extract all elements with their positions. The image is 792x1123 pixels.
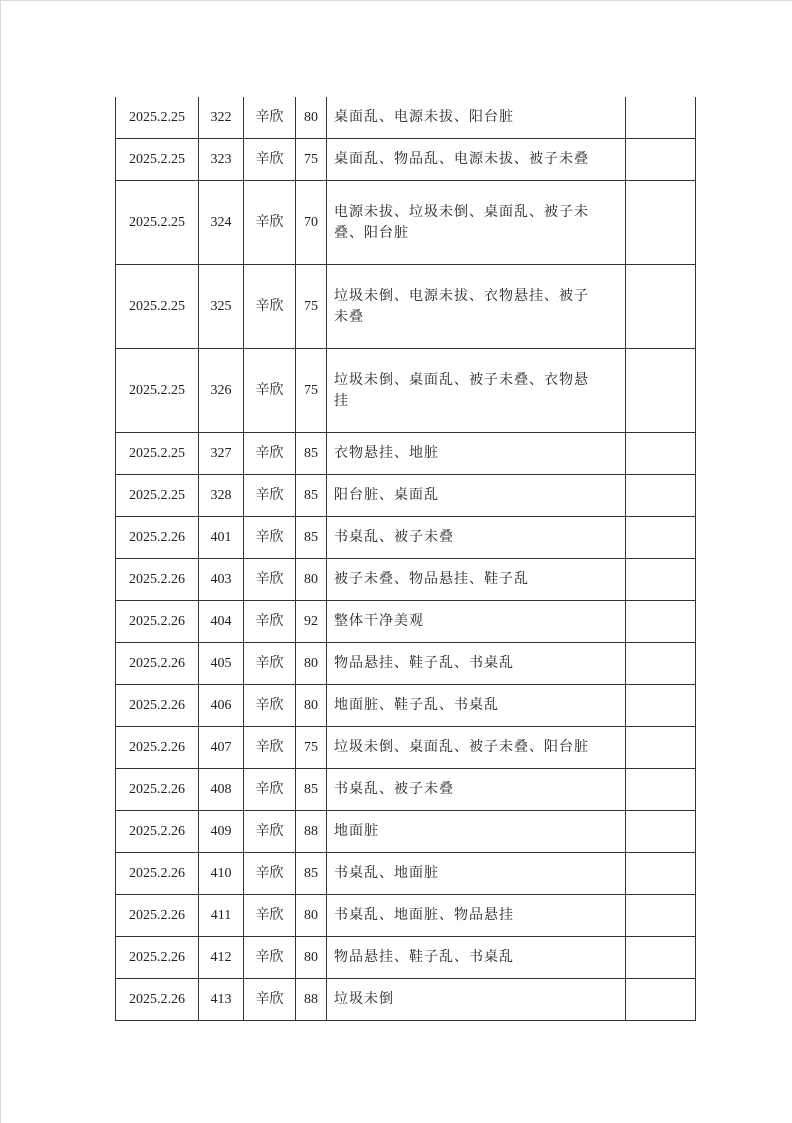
inspector-cell: 辛欣	[244, 181, 296, 265]
issue-line: 电源未拔、垃圾未倒、桌面乱、被子未	[334, 203, 589, 220]
issue-cell	[327, 517, 626, 559]
score-cell: 70	[296, 181, 327, 265]
issue-line: 物品悬挂、鞋子乱、书桌乱	[334, 655, 514, 671]
date-cell: 2025.2.26	[116, 979, 199, 1021]
inspector-cell: 辛欣	[244, 433, 296, 475]
issue-line: 物品悬挂、鞋子乱、书桌乱	[334, 949, 514, 965]
issue-cell	[327, 769, 626, 811]
remark-cell	[626, 517, 696, 559]
room-cell: 327	[199, 433, 244, 475]
issue-line: 地面脏、鞋子乱、书桌乱	[334, 697, 499, 713]
issue-line: 被子未叠、物品悬挂、鞋子乱	[334, 571, 529, 587]
room-cell: 406	[199, 685, 244, 727]
issue-cell	[327, 433, 626, 475]
inspector-cell: 辛欣	[244, 811, 296, 853]
score-cell: 75	[296, 349, 327, 433]
score-cell: 88	[296, 979, 327, 1021]
score-cell: 92	[296, 601, 327, 643]
date-cell: 2025.2.26	[116, 643, 199, 685]
date-cell: 2025.2.25	[116, 97, 199, 139]
room-cell: 412	[199, 937, 244, 979]
room-cell: 401	[199, 517, 244, 559]
issue-cell	[327, 181, 626, 265]
table-row	[116, 979, 696, 1021]
table-row	[116, 685, 696, 727]
issue-cell	[327, 811, 626, 853]
room-cell: 322	[199, 97, 244, 139]
room-cell: 405	[199, 643, 244, 685]
date-cell: 2025.2.26	[116, 685, 199, 727]
remark-cell	[626, 853, 696, 895]
table-row	[116, 349, 696, 433]
table-row	[116, 601, 696, 643]
issue-cell	[327, 601, 626, 643]
room-cell: 409	[199, 811, 244, 853]
date-cell: 2025.2.26	[116, 727, 199, 769]
issue-cell	[327, 643, 626, 685]
table-row	[116, 895, 696, 937]
inspector-cell: 辛欣	[244, 979, 296, 1021]
room-cell: 403	[199, 559, 244, 601]
issue-line: 整体干净美观	[334, 613, 424, 629]
issue-line: 书桌乱、地面脏	[334, 865, 439, 881]
score-cell: 85	[296, 769, 327, 811]
remark-cell	[626, 811, 696, 853]
date-cell: 2025.2.26	[116, 559, 199, 601]
table-body	[116, 97, 696, 1021]
date-cell: 2025.2.25	[116, 349, 199, 433]
remark-cell	[626, 97, 696, 139]
remark-cell	[626, 181, 696, 265]
issue-line: 垃圾未倒、桌面乱、被子未叠、阳台脏	[334, 739, 589, 755]
score-cell: 80	[296, 97, 327, 139]
score-cell: 75	[296, 139, 327, 181]
issue-cell	[327, 685, 626, 727]
date-cell: 2025.2.25	[116, 265, 199, 349]
room-cell: 407	[199, 727, 244, 769]
date-cell: 2025.2.25	[116, 433, 199, 475]
remark-cell	[626, 937, 696, 979]
issue-line: 未叠	[334, 308, 364, 325]
score-cell: 80	[296, 685, 327, 727]
issue-line: 桌面乱、物品乱、电源未拔、被子未叠	[334, 151, 589, 167]
date-cell: 2025.2.26	[116, 937, 199, 979]
remark-cell	[626, 895, 696, 937]
inspector-cell: 辛欣	[244, 853, 296, 895]
inspector-cell: 辛欣	[244, 139, 296, 181]
room-cell: 323	[199, 139, 244, 181]
date-cell: 2025.2.26	[116, 811, 199, 853]
table-row	[116, 517, 696, 559]
table-row	[116, 181, 696, 265]
remark-cell	[626, 727, 696, 769]
room-cell: 413	[199, 979, 244, 1021]
issue-line: 垃圾未倒、桌面乱、被子未叠、衣物悬	[334, 371, 589, 388]
inspector-cell: 辛欣	[244, 895, 296, 937]
remark-cell	[626, 559, 696, 601]
score-cell: 85	[296, 517, 327, 559]
issue-line: 叠、阳台脏	[334, 224, 409, 241]
remark-cell	[626, 643, 696, 685]
page-edge-top	[0, 0, 792, 1]
issue-cell	[327, 895, 626, 937]
score-cell: 75	[296, 727, 327, 769]
room-cell: 326	[199, 349, 244, 433]
issue-cell	[327, 937, 626, 979]
issue-line: 书桌乱、被子未叠	[334, 529, 454, 545]
score-cell: 75	[296, 265, 327, 349]
remark-cell	[626, 769, 696, 811]
score-cell: 85	[296, 475, 327, 517]
remark-cell	[626, 265, 696, 349]
score-cell: 80	[296, 895, 327, 937]
remark-cell	[626, 601, 696, 643]
table-row	[116, 559, 696, 601]
inspector-cell: 辛欣	[244, 559, 296, 601]
issue-cell	[327, 853, 626, 895]
date-cell: 2025.2.26	[116, 895, 199, 937]
issue-cell	[327, 475, 626, 517]
issue-line: 书桌乱、地面脏、物品悬挂	[334, 907, 514, 923]
inspector-cell: 辛欣	[244, 685, 296, 727]
table-row	[116, 811, 696, 853]
table-row	[116, 853, 696, 895]
date-cell: 2025.2.25	[116, 181, 199, 265]
table-row	[116, 433, 696, 475]
table-row	[116, 265, 696, 349]
issue-line: 书桌乱、被子未叠	[334, 781, 454, 797]
issue-line: 地面脏	[334, 823, 379, 839]
inspector-cell: 辛欣	[244, 601, 296, 643]
room-cell: 411	[199, 895, 244, 937]
inspector-cell: 辛欣	[244, 475, 296, 517]
date-cell: 2025.2.26	[116, 853, 199, 895]
remark-cell	[626, 475, 696, 517]
room-cell: 328	[199, 475, 244, 517]
issue-line: 挂	[334, 392, 349, 409]
issue-cell	[327, 265, 626, 349]
issue-line: 垃圾未倒	[334, 991, 394, 1007]
score-cell: 85	[296, 433, 327, 475]
inspector-cell: 辛欣	[244, 265, 296, 349]
remark-cell	[626, 979, 696, 1021]
date-cell: 2025.2.26	[116, 769, 199, 811]
table-row	[116, 769, 696, 811]
issue-line: 阳台脏、桌面乱	[334, 487, 439, 503]
date-cell: 2025.2.25	[116, 139, 199, 181]
remark-cell	[626, 433, 696, 475]
table-row	[116, 475, 696, 517]
page-edge-left	[0, 0, 1, 1123]
table-row	[116, 937, 696, 979]
room-cell: 324	[199, 181, 244, 265]
table-row	[116, 139, 696, 181]
score-cell: 88	[296, 811, 327, 853]
table-row	[116, 643, 696, 685]
remark-cell	[626, 139, 696, 181]
issue-cell	[327, 97, 626, 139]
room-cell: 325	[199, 265, 244, 349]
inspector-cell: 辛欣	[244, 349, 296, 433]
table-row	[116, 727, 696, 769]
date-cell: 2025.2.26	[116, 601, 199, 643]
date-cell: 2025.2.25	[116, 475, 199, 517]
issue-line: 垃圾未倒、电源未拔、衣物悬挂、被子	[334, 287, 589, 304]
issue-cell	[327, 979, 626, 1021]
inspector-cell: 辛欣	[244, 769, 296, 811]
inspector-cell: 辛欣	[244, 727, 296, 769]
date-cell: 2025.2.26	[116, 517, 199, 559]
issue-line: 衣物悬挂、地脏	[334, 445, 439, 461]
inspector-cell: 辛欣	[244, 97, 296, 139]
issue-cell	[327, 559, 626, 601]
inspector-cell: 辛欣	[244, 517, 296, 559]
remark-cell	[626, 685, 696, 727]
score-cell: 80	[296, 643, 327, 685]
score-cell: 80	[296, 559, 327, 601]
inspector-cell: 辛欣	[244, 937, 296, 979]
room-cell: 404	[199, 601, 244, 643]
issue-line: 桌面乱、电源未拔、阳台脏	[334, 109, 514, 125]
issue-cell	[327, 349, 626, 433]
room-cell: 410	[199, 853, 244, 895]
room-cell: 408	[199, 769, 244, 811]
issue-cell	[327, 139, 626, 181]
inspector-cell: 辛欣	[244, 643, 296, 685]
issue-cell	[327, 727, 626, 769]
score-cell: 80	[296, 937, 327, 979]
dorm-inspection-table	[115, 97, 696, 1021]
score-cell: 85	[296, 853, 327, 895]
table-row	[116, 97, 696, 139]
remark-cell	[626, 349, 696, 433]
